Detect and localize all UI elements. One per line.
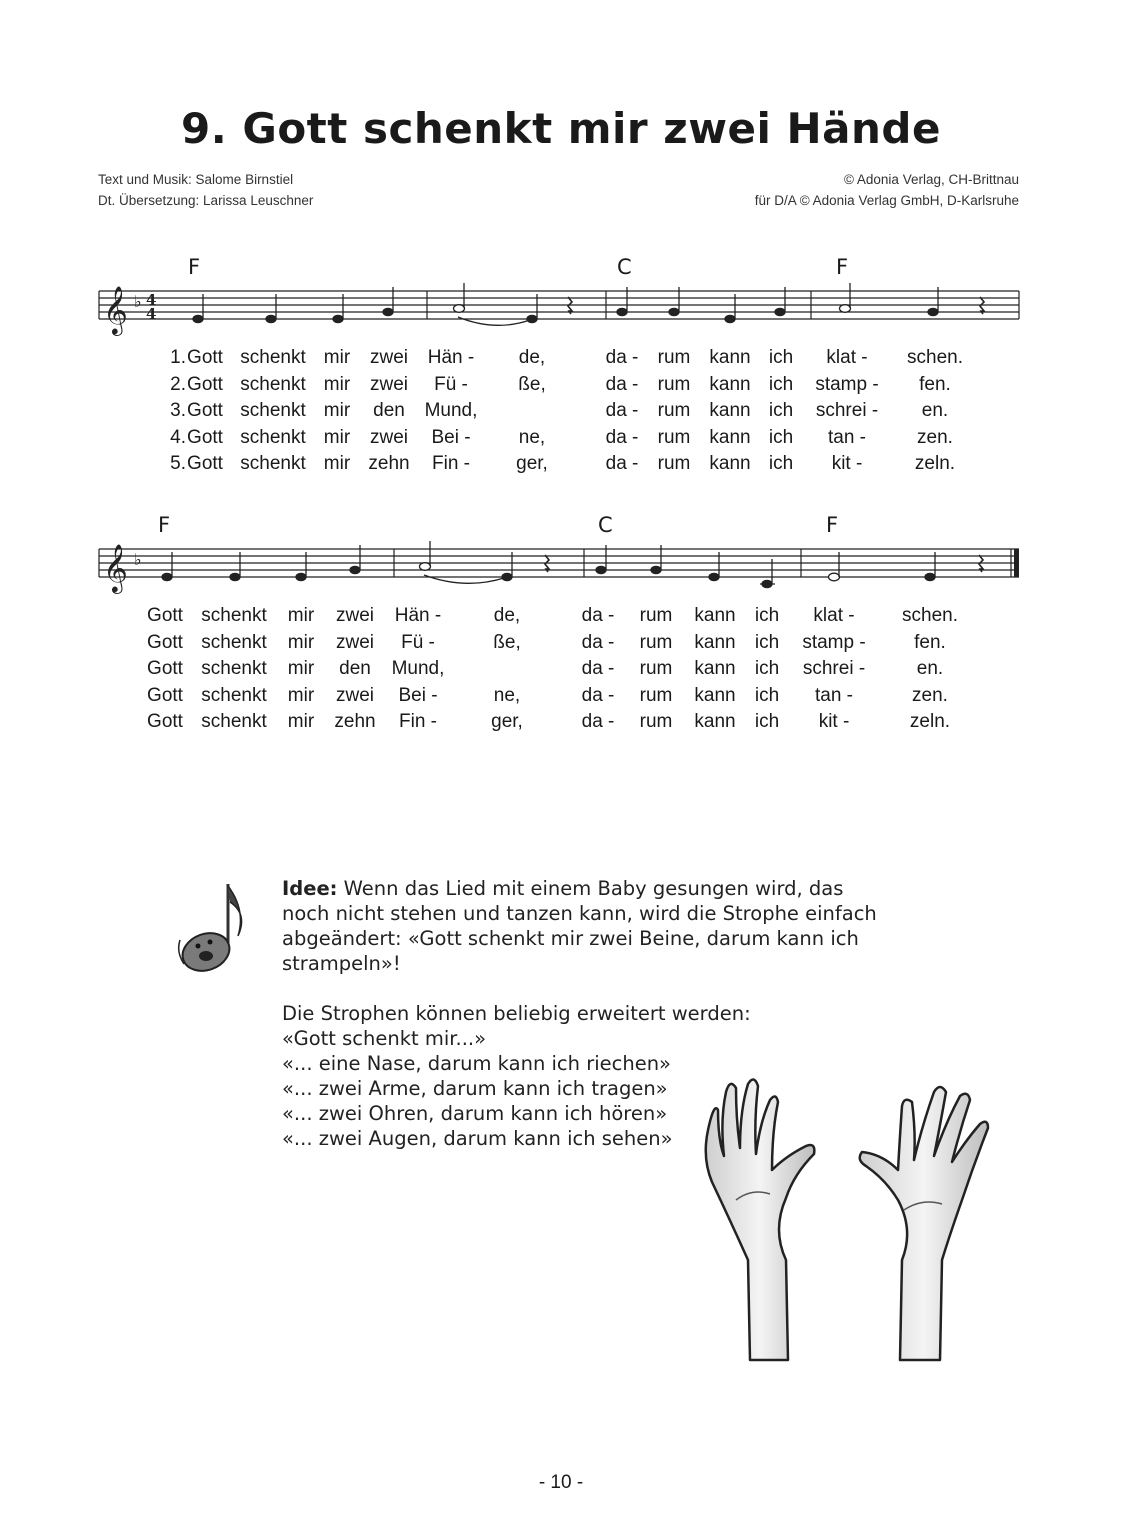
lyric-syllable: Bei -	[431, 426, 471, 448]
lyric-syllable: kann	[694, 605, 736, 626]
lyric-syllable: mir	[323, 400, 351, 422]
lyric-syllable: ich	[754, 605, 780, 626]
lyric-syllable: en.	[921, 400, 949, 422]
lyric-syllable: stamp -	[802, 631, 866, 653]
lyric-syllable: da -	[581, 684, 615, 706]
chord-label: F	[836, 255, 849, 279]
lyric-syllable: ich	[768, 400, 794, 422]
note	[350, 566, 360, 573]
lyric-syllable: rum	[657, 373, 691, 395]
lyric-syllable: mir	[323, 347, 351, 368]
lyric-syllable: klat -	[826, 347, 868, 368]
note	[669, 308, 679, 315]
lyric-syllable: schenkt	[201, 605, 267, 626]
lyric-syllable: schrei -	[802, 658, 866, 680]
lyric-syllable: schenkt	[201, 684, 267, 706]
lyric-syllable: ich	[754, 658, 780, 680]
lyric-syllable: kann	[709, 373, 751, 395]
lyric-syllable: zeln.	[914, 453, 956, 475]
lyric-syllable: Hän -	[427, 347, 475, 368]
lyric-syllable: zwei	[335, 684, 375, 706]
lyric-syllable: schenkt	[240, 453, 306, 475]
lyric-syllable: ich	[768, 373, 794, 395]
idea-line: «Gott schenkt mir...»	[282, 1027, 487, 1050]
lyric-syllable: schenkt	[201, 711, 267, 733]
note	[527, 315, 537, 322]
lyric-syllable: den	[339, 658, 371, 680]
lyric-syllable: da -	[605, 453, 639, 475]
lyric-syllable: zwei	[335, 631, 375, 653]
lyric-syllable: Gott	[147, 711, 183, 733]
lyric-syllable: kann	[694, 684, 736, 706]
lyric-syllable: da -	[581, 711, 615, 733]
lyric-syllable: ich	[754, 711, 780, 733]
chord-label: C	[617, 255, 632, 279]
lyric-syllable: Gott	[147, 631, 183, 653]
time-signature-bottom: 4	[146, 305, 157, 323]
lyric-syllable: zwei	[369, 426, 409, 448]
lyric-syllable: Hän -	[394, 605, 442, 626]
chord-label: C	[598, 513, 613, 537]
flat-icon: ♭	[134, 550, 142, 569]
lyric-syllable: rum	[639, 711, 673, 733]
lyric-syllable: ich	[768, 347, 794, 368]
lyric-syllable: Fü -	[401, 631, 435, 653]
lyric-syllable: mir	[323, 373, 351, 395]
note	[928, 308, 938, 315]
lyric-syllable: Mund,	[391, 658, 445, 680]
lyric-syllable: Gott	[147, 605, 183, 626]
final-barline	[1014, 549, 1019, 577]
lyric-syllable: schen.	[902, 605, 958, 626]
lyric-syllable: zehn	[368, 453, 410, 475]
lyric-syllable: kann	[694, 631, 736, 653]
lyric-syllable: zen.	[917, 426, 953, 448]
lyric-syllable: kann	[694, 658, 736, 680]
lyric-syllable: rum	[639, 658, 673, 680]
lyric-syllable: kit -	[831, 453, 863, 475]
idea-line: «... zwei Augen, darum kann ich sehen»	[282, 1127, 673, 1150]
half-note	[454, 305, 465, 313]
lyric-syllable: zwei	[369, 347, 409, 368]
lyric-syllable: Fin -	[399, 711, 437, 733]
lyric-syllable: schrei -	[815, 400, 879, 422]
note	[651, 566, 661, 573]
flat-icon: ♭	[134, 292, 142, 311]
idea-label: Idee:	[282, 877, 338, 900]
chord-label: F	[188, 255, 201, 279]
verse-number: 1.	[170, 347, 186, 368]
lyric-syllable: da -	[581, 658, 615, 680]
idea-line: «... eine Nase, darum kann ich riechen»	[282, 1052, 671, 1075]
note	[333, 315, 343, 322]
note	[266, 315, 276, 322]
lyric-syllable: schenkt	[201, 658, 267, 680]
lyric-syllable: rum	[639, 605, 673, 626]
lyric-syllable: zen.	[912, 684, 948, 706]
page-number: - 10 -	[538, 1472, 584, 1493]
lyric-syllable: zeln.	[909, 711, 951, 733]
tie	[424, 575, 504, 583]
lyric-syllable: ger,	[516, 453, 548, 475]
lyric-syllable: Fin -	[432, 453, 470, 475]
lyric-syllable: Gott	[187, 400, 223, 422]
lyric-syllable: da -	[605, 400, 639, 422]
credit-copyright: © Adonia Verlag, CH-Brittnau	[843, 172, 1019, 187]
lyric-syllable: zwei	[335, 605, 375, 626]
lyric-syllable: Gott	[187, 453, 223, 475]
lyric-syllable: de,	[518, 347, 546, 368]
lyric-syllable: ich	[754, 631, 780, 653]
half-note	[829, 573, 840, 581]
lyric-syllable: zehn	[334, 711, 376, 733]
lyric-syllable: kann	[709, 400, 751, 422]
lyric-syllable: ße,	[518, 373, 546, 395]
lyric-syllable: tan -	[827, 426, 867, 448]
chord-label: F	[158, 513, 171, 537]
treble-clef-icon: 𝄞	[103, 285, 128, 334]
verse-number: 3.	[170, 400, 186, 422]
credit-text-music: Text und Musik: Salome Birnstiel	[98, 172, 294, 187]
lyric-syllable: Fü -	[434, 373, 468, 395]
lyric-syllable: rum	[657, 453, 691, 475]
lyric-syllable: Gott	[147, 684, 183, 706]
lyric-syllable: schenkt	[240, 400, 306, 422]
lyric-syllable: Gott	[147, 658, 183, 680]
singing-note-icon	[176, 880, 256, 980]
lyric-syllable: stamp -	[815, 373, 879, 395]
lyric-syllable: kann	[694, 711, 736, 733]
half-note	[840, 305, 851, 313]
lyric-syllable: mir	[287, 605, 315, 626]
lyric-syllable: rum	[657, 426, 691, 448]
lyric-syllable: mir	[287, 684, 315, 706]
credit-copyright-da: für D/A © Adonia Verlag GmbH, D-Karlsruhe	[754, 193, 1019, 208]
lyric-syllable: ne,	[493, 684, 521, 706]
lyric-syllable: de,	[493, 605, 521, 626]
lyric-syllable: klat -	[813, 605, 855, 626]
lyric-syllable: ne,	[518, 426, 546, 448]
lyric-syllable: rum	[657, 347, 691, 368]
tie	[458, 317, 530, 325]
idea-paragraph	[282, 876, 882, 976]
lyric-syllable: en.	[916, 658, 944, 680]
lyric-syllable: da -	[581, 605, 615, 626]
lyric-syllable: ich	[768, 426, 794, 448]
lyric-syllable: kann	[709, 347, 751, 368]
lyric-syllable: kit -	[818, 711, 850, 733]
lyric-syllable: Gott	[187, 373, 223, 395]
time-signature-top: 4	[146, 291, 157, 309]
lyric-syllable: fen.	[914, 631, 946, 653]
lyric-syllable: mir	[287, 631, 315, 653]
lyric-syllable: ße,	[493, 631, 521, 653]
credit-translation: Dt. Übersetzung: Larissa Leuschner	[98, 193, 314, 208]
note	[193, 315, 203, 322]
note	[709, 573, 719, 580]
verse-number: 2.	[170, 373, 186, 395]
lyric-syllable: rum	[657, 400, 691, 422]
note	[775, 308, 785, 315]
note	[596, 566, 606, 573]
lyric-syllable: mir	[287, 711, 315, 733]
note	[725, 315, 735, 322]
lyric-syllable: da -	[605, 373, 639, 395]
music-staff-2	[0, 538, 1122, 598]
lyric-syllable: schenkt	[240, 426, 306, 448]
lyric-syllable: schenkt	[240, 347, 306, 368]
note	[617, 308, 627, 315]
lyric-syllable: mir	[323, 453, 351, 475]
lyric-syllable: mir	[287, 658, 315, 680]
note	[296, 573, 306, 580]
note	[925, 573, 935, 580]
lyric-syllable: Bei -	[398, 684, 438, 706]
hands-illustration	[690, 1070, 1010, 1370]
lyric-syllable: schenkt	[201, 631, 267, 653]
note	[383, 308, 393, 315]
idea-line: «... zwei Ohren, darum kann ich hören»	[282, 1102, 668, 1125]
idea-intro: Die Strophen können beliebig erweitert werden:	[282, 1002, 751, 1025]
chord-label: F	[826, 513, 839, 537]
lyric-syllable: schenkt	[240, 373, 306, 395]
lyric-syllable: mir	[323, 426, 351, 448]
note	[230, 573, 240, 580]
note	[502, 573, 512, 580]
lyric-syllable: Gott	[187, 426, 223, 448]
lyric-syllable: schen.	[907, 347, 963, 368]
lyric-syllable: da -	[605, 347, 639, 368]
lyric-syllable: Gott	[187, 347, 223, 368]
note	[162, 573, 172, 580]
lyric-syllable: zwei	[369, 373, 409, 395]
page-title: 9. Gott schenkt mir zwei Hände	[181, 104, 941, 153]
half-note	[420, 563, 431, 571]
lyric-syllable: ich	[754, 684, 780, 706]
lyric-syllable: da -	[605, 426, 639, 448]
lyric-syllable: ich	[768, 453, 794, 475]
lyric-syllable: rum	[639, 684, 673, 706]
lyric-syllable: fen.	[919, 373, 951, 395]
idea-line: «... zwei Arme, darum kann ich tragen»	[282, 1077, 668, 1100]
lyric-syllable: den	[373, 400, 405, 422]
idea-text: Wenn das Lied mit einem Baby gesungen wird, das noch nicht stehen und tanzen kann, wird die Strophe einfach abgeändert: «Gott schenkt mir zwei Beine, darum kann ich strampeln»!	[282, 877, 877, 975]
treble-clef-icon: 𝄞	[103, 543, 128, 592]
lyric-syllable: rum	[639, 631, 673, 653]
lyric-syllable: da -	[581, 631, 615, 653]
lyric-syllable: tan -	[814, 684, 854, 706]
lyric-syllable: kann	[709, 453, 751, 475]
verse-number: 4.	[170, 426, 186, 448]
lyric-syllable: Mund,	[424, 400, 478, 422]
lyric-syllable: kann	[709, 426, 751, 448]
lyric-syllable: ger,	[491, 711, 523, 733]
music-staff-1	[0, 280, 1122, 340]
verse-number: 5.	[170, 453, 186, 475]
